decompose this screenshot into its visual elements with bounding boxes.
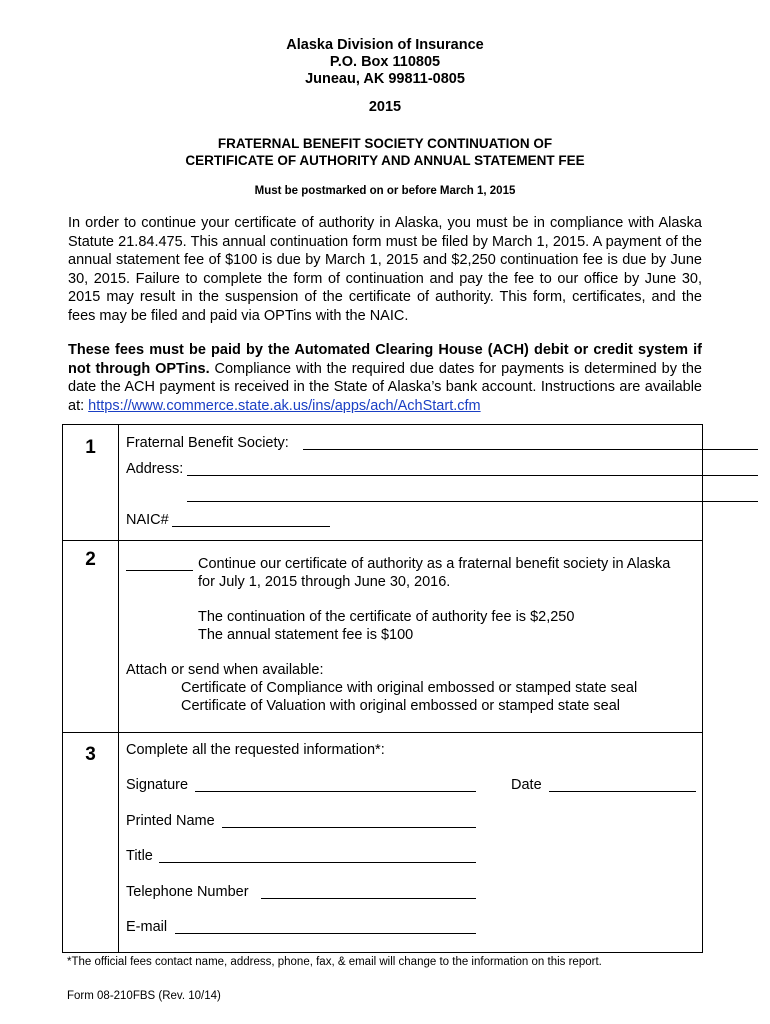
ach-text: Compliance with the required due dates for payments is determined by the date the ACH payment is received in the State of Alaska’s bank account. Instructions are available at: xyxy=(68,360,703,414)
printed-name-label: Printed Name xyxy=(126,813,215,829)
city-zip: Juneau, AK 99811-0805 xyxy=(305,71,465,87)
naic-label: NAIC# xyxy=(126,512,169,528)
form-title-line1: FRATERNAL BENEFIT SOCIETY CONTINUATION OF xyxy=(217,136,553,151)
org-name: Alaska Division of Insurance xyxy=(286,37,484,53)
naic-field[interactable] xyxy=(172,526,330,527)
form-number: Form 08-210FBS (Rev. 10/14) xyxy=(67,990,221,1002)
address-field-line2[interactable] xyxy=(187,501,758,502)
ach-instructions-link[interactable]: https://www.commerce.state.ak.us/ins/apps/ach/AchStart.cfm xyxy=(88,397,481,414)
po-box: P.O. Box 110805 xyxy=(329,54,441,70)
printed-name-field[interactable] xyxy=(222,827,476,828)
title-field[interactable] xyxy=(159,862,476,863)
ach-paragraph xyxy=(68,341,702,415)
section-3-number: 3 xyxy=(85,744,96,765)
complete-instructions: Complete all the requested information*: xyxy=(126,742,385,758)
email-label: E-mail xyxy=(126,919,168,935)
attach-label: Attach or send when available: xyxy=(126,662,324,678)
section-3 xyxy=(62,732,703,953)
section-1 xyxy=(62,424,703,541)
section-2-number-cell xyxy=(63,541,119,732)
society-field[interactable] xyxy=(303,449,758,450)
continue-checkbox-line[interactable] xyxy=(126,570,193,571)
address-field-line1[interactable] xyxy=(187,475,758,476)
postmark-deadline: Must be postmarked on or before March 1, 2015 xyxy=(254,185,516,197)
signature-label: Signature xyxy=(126,777,189,793)
attach-valuation: Certificate of Valuation with original embossed or stamped state seal xyxy=(181,698,620,714)
section-3-number-cell xyxy=(63,733,119,952)
section-2 xyxy=(62,540,703,733)
intro-paragraph xyxy=(68,214,702,325)
section-2-number: 2 xyxy=(85,549,96,570)
attach-compliance: Certificate of Compliance with original embossed or stamped state seal xyxy=(181,680,638,696)
date-field[interactable] xyxy=(549,791,696,792)
form-title-line2: CERTIFICATE OF AUTHORITY AND ANNUAL STATEMENT FEE xyxy=(185,153,585,168)
footnote: *The official fees contact name, address, phone, fax, & email will change to the information on this report. xyxy=(67,956,602,968)
telephone-label: Telephone Number xyxy=(126,884,249,900)
continuation-fee: The continuation of the certificate of authority fee is $2,250 xyxy=(198,609,575,625)
email-field[interactable] xyxy=(175,933,476,934)
section-1-number: 1 xyxy=(85,437,96,458)
telephone-field[interactable] xyxy=(261,898,476,899)
society-label: Fraternal Benefit Society: xyxy=(126,435,289,451)
section-1-content xyxy=(126,425,702,540)
section-3-content xyxy=(126,733,702,952)
year: 2015 xyxy=(368,99,402,115)
address-label: Address: xyxy=(126,461,184,477)
section-1-number-cell xyxy=(63,425,119,540)
annual-statement-fee: The annual statement fee is $100 xyxy=(198,627,414,643)
title-label: Title xyxy=(126,848,153,864)
signature-field[interactable] xyxy=(195,791,476,792)
continue-text-line1: Continue our certificate of authority as a fraternal benefit society in Alaska xyxy=(198,556,671,572)
date-label: Date xyxy=(511,777,542,793)
section-2-content xyxy=(126,541,702,732)
intro-text: In order to continue your certificate of authority in Alaska, you must be in compliance with Alaska Statute 21.84.475. This annual continuation form must be filed by March 1, 2015. A payment of the annual statement fee of $100 is due by March 1, 2015 and $2,250 continuation fee is due by June 30, 2015. Failure to complete the form of continuation and pay the fee to our office by June 30, 2015 may result in the suspension of the certificate of authority. This form, certificates, and the fees may be filed and paid via OPTins with the NAIC. xyxy=(68,215,702,324)
continue-text-line2: for July 1, 2015 through June 30, 2016. xyxy=(198,574,451,590)
ach-bold-text: These fees must be paid by the Automated Clearing House (ACH) debit or credit system if not through OPTins. xyxy=(68,342,702,377)
